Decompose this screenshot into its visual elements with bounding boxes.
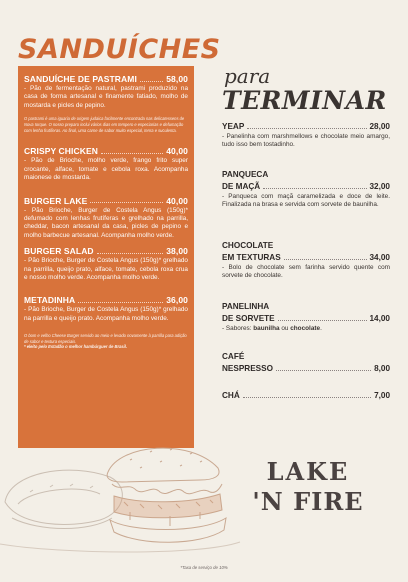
terminar-heading: TERMINAR <box>222 86 387 115</box>
item-name-line2: DE SORVETE <box>222 314 275 323</box>
cheese-note: O bom e velho Cheese Burger servido ao meio e levado novamente à parrilla para adição de sabor e textura especiais. <box>24 333 187 344</box>
item-name: BURGER LAKE <box>24 195 88 206</box>
item-price: 14,00 <box>369 314 390 323</box>
leader-dots <box>97 253 164 254</box>
leader-dots <box>247 128 366 129</box>
menu-item <box>24 146 188 182</box>
item-price: 58,00 <box>166 74 188 84</box>
burger-illustration <box>0 432 240 562</box>
item-description: - Panelinha com marshmellows e chocolate meio amargo, tudo isso bem tostadinho. <box>222 133 390 149</box>
desc-prefix: - Sabores: <box>222 325 254 332</box>
item-price: 8,00 <box>374 364 390 373</box>
item-description <box>222 325 390 333</box>
menu-item <box>24 196 188 241</box>
item-price: 36,00 <box>166 295 188 306</box>
leader-dots <box>263 188 366 189</box>
menu-item <box>24 246 188 282</box>
leader-dots <box>243 397 371 398</box>
footnotes <box>24 333 188 350</box>
item-price: 40,00 <box>166 195 188 206</box>
item-name-line2: EM TEXTURAS <box>222 253 281 262</box>
item-price: 40,00 <box>166 146 188 157</box>
item-description: - Pão Brioche, Burger de Costela Angus (150g)* grelhado na parrilla e queijo prato. Acompanha molho verde. <box>24 306 188 322</box>
item-name: SANDUÍCHE DE PASTRAMI <box>24 74 137 84</box>
item-name: CHÁ <box>222 391 240 400</box>
leader-dots <box>140 81 163 82</box>
item-name-line2: DE MAÇÃ <box>222 182 261 191</box>
sanduiches-title: SANDUÍCHES <box>18 34 221 65</box>
item-description: - Pão de Brioche, molho verde, frango frito super crocante, alface, tomate e cebola roxa. Acompanha maionese de mostarda. <box>24 157 188 182</box>
item-description: - Pão de fermentação natural, pastrami produzido na casa de forma artesanal e finamente fatiado, molho de mostarda e picles de pepino. <box>24 85 188 109</box>
item-description: - Pão Brioche, Burger de Costela Angus (150g)* defumado com lenhas frutíferas e grelhado na parrilla, cheddar, bacon artesanal da casa, picles de pepino e molho barbecue artesanal. Acompanha molho verde. <box>24 206 188 239</box>
menu-item <box>24 74 188 133</box>
flavor-vanilla: baunilha <box>253 325 280 332</box>
item-name: METADINHA <box>24 295 76 306</box>
leader-dots <box>101 153 163 154</box>
item-name-line1: PANELINHA <box>222 302 270 311</box>
flavor-chocolate: chocolate <box>290 325 321 332</box>
lake-n-fire-logo <box>252 452 364 518</box>
item-name: YEAP <box>222 122 245 131</box>
sandwich-panel <box>18 66 194 448</box>
item-price: 32,00 <box>369 182 390 191</box>
logo-line2: 'N FIRE <box>252 487 364 516</box>
leader-dots <box>284 259 367 260</box>
item-price: 28,00 <box>369 122 390 131</box>
dessert-item <box>222 241 390 281</box>
service-fee-note: *Taxa de serviço de 10% <box>180 565 228 570</box>
desc-suffix: . <box>320 325 322 332</box>
item-description: - Panqueca com maçã caramelizada e doce de leite. Finalizada na brasa e servida com sorvete de baunilha. <box>222 193 390 209</box>
item-name-line1: PANQUECA <box>222 170 269 179</box>
menu-item <box>24 295 188 323</box>
item-name-line1: CAFÉ <box>222 352 245 361</box>
item-description: - Pão Brioche, Burger de Costela Angus (150g)* grelhado na parrilla, queijo prato, alface, tomate, cebola roxa crua e nosso molho verde. Acompanha molho verde. <box>24 257 188 281</box>
item-price: 34,00 <box>369 253 390 262</box>
item-name: BURGER SALAD <box>24 246 94 257</box>
item-name: CRISPY CHICKEN <box>24 146 98 157</box>
logo-line1: LAKE <box>266 457 350 486</box>
drink-item <box>222 391 390 400</box>
leader-dots <box>276 370 371 371</box>
item-note: O pastrami é uma iguaria de origem judaica facilmente encontrada nas delicatessens de Nova Iorque. O nosso preparo inclui vários dias em tempero e especiarias e defumação com lenha frutíferas. Ao final, uma carne de sabor muito especial, tenra e suculenta. <box>24 116 185 133</box>
leader-dots <box>78 302 163 303</box>
item-description: - Bolo de chocolate sem farinha servido quente com sorvete de chocolate. <box>222 264 390 280</box>
item-name-line2: NESPRESSO <box>222 364 273 373</box>
desc-mid: ou <box>279 325 291 332</box>
dessert-item <box>222 170 390 210</box>
angus-note: * eleito pelo Estadão o melhor hambúrguer de Brasil. <box>24 344 128 350</box>
leader-dots <box>90 202 163 203</box>
item-price: 38,00 <box>166 246 188 257</box>
drink-item <box>222 352 390 373</box>
dessert-item <box>222 122 390 150</box>
item-price: 7,00 <box>374 391 390 400</box>
item-name-line1: CHOCOLATE <box>222 241 274 250</box>
dessert-item <box>222 302 390 333</box>
para-heading: para <box>224 64 271 88</box>
leader-dots <box>278 320 367 321</box>
